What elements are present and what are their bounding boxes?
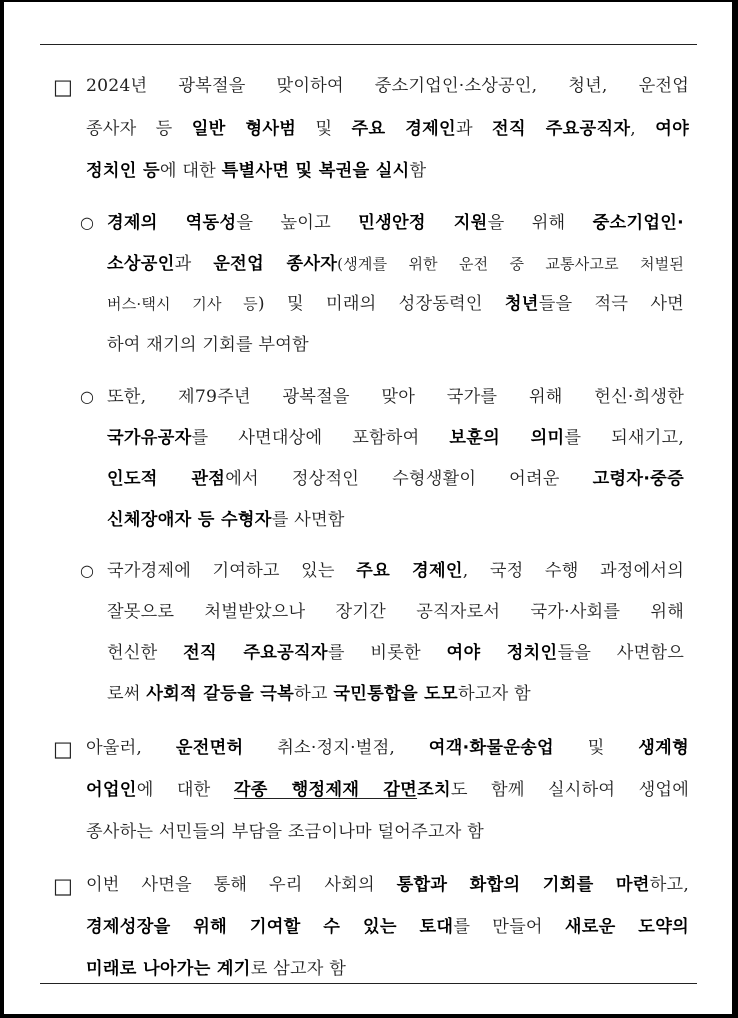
p1-line2 <box>86 118 689 140</box>
emphasis-text: 국가유공자 <box>107 428 192 448</box>
emphasis-text: 민생안정 지원 <box>358 213 488 233</box>
underlined-text <box>234 780 417 800</box>
p3-line4 <box>107 509 345 531</box>
p5-line2 <box>86 779 689 801</box>
body-text: 를 되새기고, <box>564 428 684 448</box>
p6-line3 <box>86 958 346 980</box>
body-text: 들을 사면함으 <box>557 643 684 663</box>
emphasis-text: 사회적 갈등을 극복 <box>146 684 295 704</box>
body-text: 를 사면대상에 포함하여 <box>191 428 450 448</box>
p2-line4 <box>107 334 309 356</box>
square-bullet-icon: □ <box>53 75 73 99</box>
body-text: 2024년 광복절을 맞이하여 중소기업인·소상공인, 청년, 운전업 <box>86 76 689 96</box>
document-page <box>4 2 732 1014</box>
circle-bullet-icon: ○ <box>80 213 94 232</box>
body-text: 에 대한 <box>136 780 234 800</box>
emphasis-text: 전직 주요공직자 <box>492 119 631 139</box>
emphasis-text: 통합과 화합의 기회를 마련 <box>396 875 650 895</box>
p1-line1 <box>86 75 689 97</box>
p3-line3 <box>107 468 684 490</box>
body-text: 아울러, <box>86 738 176 758</box>
emphasis-text: 미래로 나아가는 계기 <box>86 959 251 979</box>
body-text: 이번 사면을 통해 우리 사회의 <box>86 875 397 895</box>
body-text: ) 및 미래의 성장동력인 <box>257 294 505 314</box>
body-text: 하고 <box>294 684 334 704</box>
emphasis-text: 운전면허 <box>175 738 244 758</box>
emphasis-text: 여객·화물운송업 <box>428 738 554 758</box>
body-text: 하고, <box>649 875 689 895</box>
emphasis-text: 신체장애자 등 수형자 <box>107 510 272 530</box>
emphasis-text: 일반 형사범 <box>191 119 297 139</box>
body-text: 취소·정지·벌점, <box>243 738 429 758</box>
body-text: 종사하는 서민들의 부담을 조금이나마 덜어주고자 함 <box>86 822 484 842</box>
emphasis-text: 여야 <box>655 119 690 139</box>
square-bullet-icon: □ <box>53 737 73 761</box>
emphasis-text: 각종 행정제재 감면 <box>233 780 418 800</box>
body-text: 및 <box>553 738 639 758</box>
body-text: 를 만들어 <box>453 917 565 937</box>
body-text: 함 <box>409 161 427 181</box>
p6-line1 <box>86 874 689 896</box>
emphasis-text: 소상공인 <box>107 254 175 274</box>
body-text: 에 대한 <box>159 161 222 181</box>
body-text: , <box>630 119 656 139</box>
body-text: 하여 재기의 기회를 부여함 <box>107 335 309 355</box>
body-text: 종사자 등 <box>86 119 192 139</box>
body-text: 을 위해 <box>487 213 593 233</box>
p5-line3 <box>86 821 484 843</box>
body-text: 헌신한 <box>107 643 184 663</box>
emphasis-text: 청년 <box>504 294 539 314</box>
body-text: , 국정 수행 과정에서의 <box>462 561 684 581</box>
emphasis-text: 조치 <box>417 780 451 800</box>
emphasis-text: 주요 경제인 <box>351 119 456 139</box>
emphasis-text: 고령자·중증 <box>592 469 684 489</box>
body-text: 에서 정상적인 수형생활이 어려운 <box>225 469 593 489</box>
top-rule <box>40 44 697 45</box>
emphasis-text: 어업인 <box>86 780 137 800</box>
emphasis-text: 보훈의 의미 <box>449 428 565 448</box>
p4-line1 <box>107 560 684 582</box>
p2-line3 <box>107 293 684 315</box>
p2-line2 <box>107 253 684 275</box>
p3-line2 <box>107 427 684 449</box>
p4-line2 <box>107 601 684 623</box>
body-text: 잘못으로 처벌받았으나 장기간 공직자로서 국가·사회를 위해 <box>107 602 684 622</box>
emphasis-text: 생계형 <box>638 738 689 758</box>
body-text: 를 사면함 <box>271 510 345 530</box>
body-text: 또한, 제79주년 광복절을 맞아 국가를 위해 헌신·희생한 <box>107 387 684 407</box>
body-text: 과 <box>455 119 493 139</box>
emphasis-text: 인도적 관점 <box>107 469 226 489</box>
emphasis-text: 운전업 종사자 <box>213 254 338 274</box>
circle-bullet-icon: ○ <box>80 387 94 406</box>
emphasis-text: 정치인 등 <box>86 161 160 181</box>
emphasis-text: 경제의 역동성 <box>107 213 237 233</box>
p2-line1 <box>107 212 684 234</box>
body-text: 과 <box>174 254 214 274</box>
p4-line3 <box>107 642 684 664</box>
p1-line3 <box>86 160 426 182</box>
body-text: 들을 적극 사면 <box>538 294 684 314</box>
body-text: 국가경제에 기여하고 있는 <box>107 561 357 581</box>
emphasis-text: 여야 정치인 <box>446 643 558 663</box>
emphasis-text: 특별사면 및 복권을 실시 <box>221 161 410 181</box>
body-text: 로써 <box>107 684 147 704</box>
body-text: 로 삼고자 함 <box>250 959 347 979</box>
body-text: 하고자 함 <box>457 684 531 704</box>
p4-line4 <box>107 683 531 705</box>
p3-line1 <box>107 386 684 408</box>
body-text: 를 비롯한 <box>327 643 447 663</box>
body-text: 및 <box>296 119 352 139</box>
circle-bullet-icon: ○ <box>80 561 94 580</box>
parenthetical-text: (생계를 위한 운전 중 교통사고로 처벌된 <box>337 255 685 273</box>
bottom-rule <box>40 983 697 984</box>
emphasis-text: 새로운 도약의 <box>564 917 690 937</box>
emphasis-text: 중소기업인· <box>592 213 684 233</box>
body-text: 을 높이고 <box>236 213 359 233</box>
parenthetical-text: 버스·택시 기사 등 <box>107 295 258 313</box>
emphasis-text: 국민통합을 도모 <box>333 684 458 704</box>
emphasis-text: 전직 주요공직자 <box>183 643 328 663</box>
p6-line2 <box>86 916 689 938</box>
emphasis-text: 경제성장을 위해 기여할 수 있는 토대 <box>86 917 454 937</box>
emphasis-text: 주요 경제인 <box>356 561 463 581</box>
body-text: 도 함께 실시하여 생업에 <box>450 780 689 800</box>
p5-line1 <box>86 737 689 759</box>
square-bullet-icon: □ <box>53 874 73 898</box>
